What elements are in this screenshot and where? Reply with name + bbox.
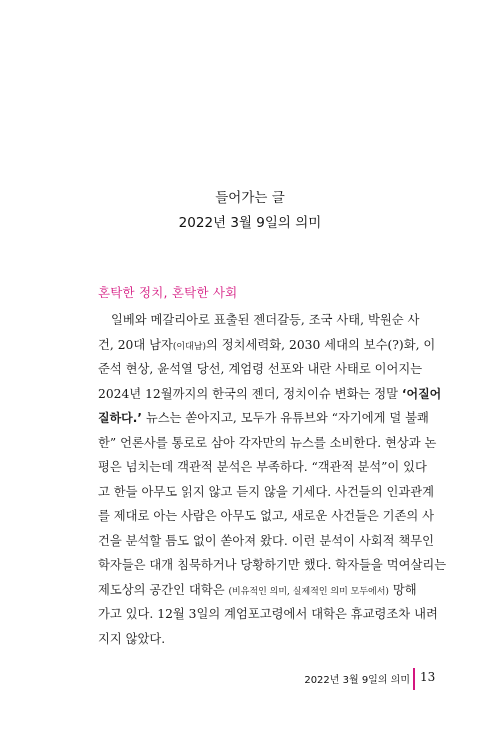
text-line: 고 한들 아무도 읽지 않고 듣지 않을 기세다. 사건들의 인과관계 [98,484,435,499]
text-line: 한” 언론사를 통로로 삼아 각자만의 뉴스를 소비한다. 현상과 논 [98,435,437,450]
footer-accent-bar [413,668,415,690]
text-line: 일베와 메갈리아로 표출된 젠더갈등, 조국 사태, 박원순 사 [111,313,420,327]
text-line: 건, 20대 남자(이대남)의 정치세력화, 2030 세대의 보수(?)화, 이 [98,337,436,352]
section-title: 혼탁한 정치, 혼탁한 사회 [98,285,238,300]
chapter-label: 들어가는 글 [215,190,285,206]
emphasis: ‘어질어 [401,386,442,401]
chapter-title: 2022년 3월 9일의 의미 [178,215,322,231]
text-line: 학자들은 대개 침묵하거나 당황하기만 했다. 학자들을 먹여살리는 [98,558,447,572]
text-line: 가고 있다. 12월 3일의 계엄포고령에서 대학은 휴교령조차 내려 [98,607,438,621]
body-paragraph [98,308,447,651]
running-title: 2022년 3월 9일의 의미 [304,675,410,686]
text-line: 2024년 12월까지의 한국의 젠더, 정치이슈 변화는 정말 ‘어질어 [98,386,442,401]
text-line: 평은 넘치는데 객관적 분석은 부족하다. “객관적 분석”이 있다 [98,460,427,474]
text-line: 질하다.’ 뉴스는 쏟아지고, 모두가 유튜브와 “자기에게 덜 불쾌 [98,411,429,425]
text-line: 제도상의 공간인 대학은 (비유적인 의미, 실제적인 의미 모두에서) 망해 [98,582,417,597]
page-footer [0,668,500,690]
text-line: 건을 분석할 틈도 없이 쏟아져 왔다. 이런 분석이 사회적 책무인 [98,533,435,548]
emphasis: 질하다.’ [98,411,142,425]
text-line: 준석 현상, 윤석열 당선, 계엄령 선포와 내란 사태로 이어지는 [98,362,423,376]
text-line: 를 제대로 아는 사람은 아무도 없고, 새로운 사건들은 기존의 사 [98,509,435,523]
text-line: 지지 않았다. [98,631,166,646]
page-number: 13 [420,670,436,684]
